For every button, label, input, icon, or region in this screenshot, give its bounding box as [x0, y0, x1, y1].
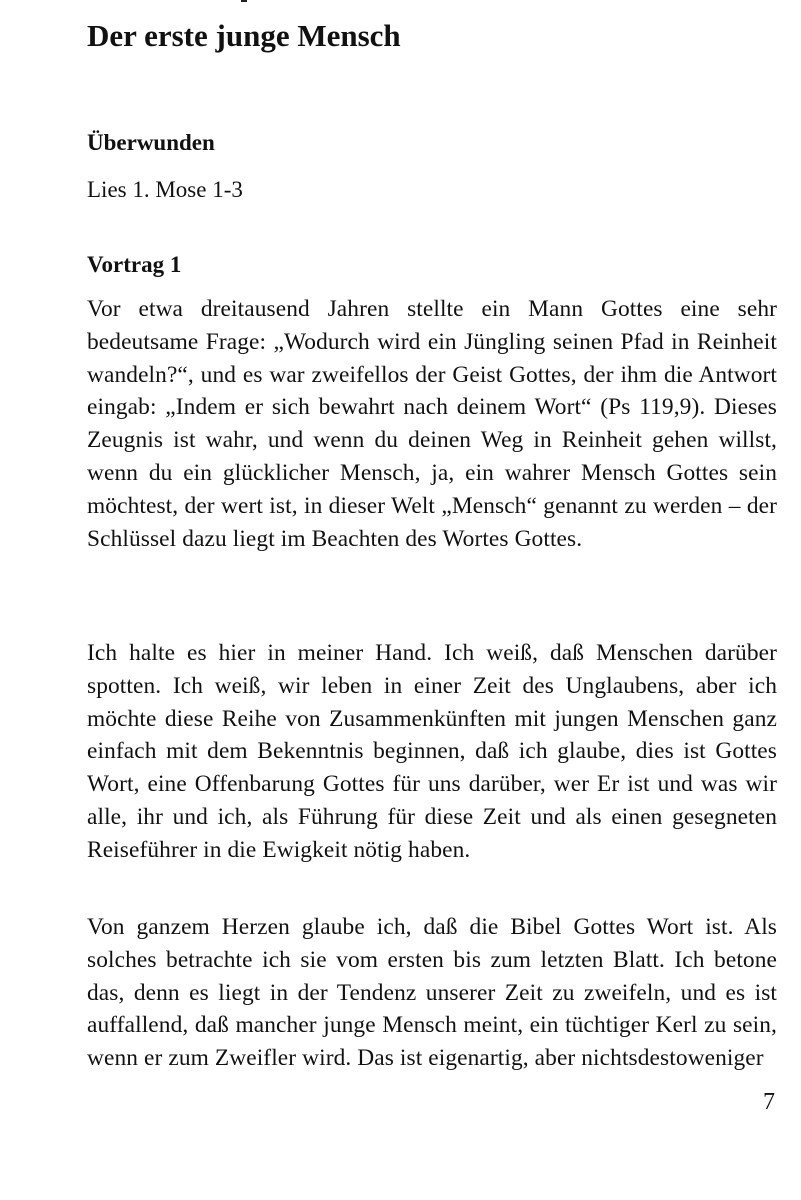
- body-paragraph-2: Ich halte es hier in meiner Hand. Ich weiß, daß Menschen darüber spotten. Ich weiß, wir leben in einer Zeit des Unglaubens, aber ich möchte diese Reihe von Zusammenkünften mit jungen Menschen ganz einfach mit dem Bekenntnis beginnen, daß ich glaube, dies ist Gottes Wort, eine Offenbarung Gottes für uns darüber, wer Er ist und was wir alle, ihr und ich, als Führung für diese Zeit und als einen gesegneten Reiseführer in die Ewigkeit nötig haben.: [87, 640, 777, 863]
- print-mark: [241, 0, 247, 2]
- body-paragraph-3: Von ganzem Herzen glaube ich, daß die Bibel Gottes Wort ist. Als solches betrachte ich sie vom ersten bis zum letzten Blatt. Ich betone das, denn es liegt in der Tendenz unserer Zeit zu zweifeln, und es ist auffallend, daß mancher junge Mensch meint, ein tüchtiger Kerl zu sein, wenn er zum Zweifler wird. Das ist eigenartig, aber nichtsdestoweniger: [87, 914, 777, 1072]
- chapter-title: Der erste junge Mensch: [87, 18, 401, 53]
- lecture-heading: Vortrag 1: [87, 252, 182, 277]
- scripture-reading-reference: Lies 1. Mose 1-3: [87, 177, 243, 202]
- section-heading: Überwunden: [87, 130, 215, 155]
- body-paragraph-1: Vor etwa dreitausend Jahren stellte ein Mann Gottes eine sehr bedeutsame Frage: „Wodurch wird ein Jüngling seinen Pfad in Reinheit wandeln?“, und es war zweifellos der Geist Gottes, der ihm die Antwort eingab: „Indem er sich bewahrt nach deinem Wort“ (Ps 119,9). Dieses Zeugnis ist wahr, und wenn du deinen Weg in Reinheit gehen willst, wenn du ein glücklicher Mensch, ja, ein wahrer Mensch Gottes sein möchtest, der wert ist, in dieser Welt „Mensch“ genannt zu werden – der Schlüssel dazu liegt im Beachten des Wortes Gottes.: [87, 296, 777, 552]
- page-number: 7: [763, 1089, 775, 1115]
